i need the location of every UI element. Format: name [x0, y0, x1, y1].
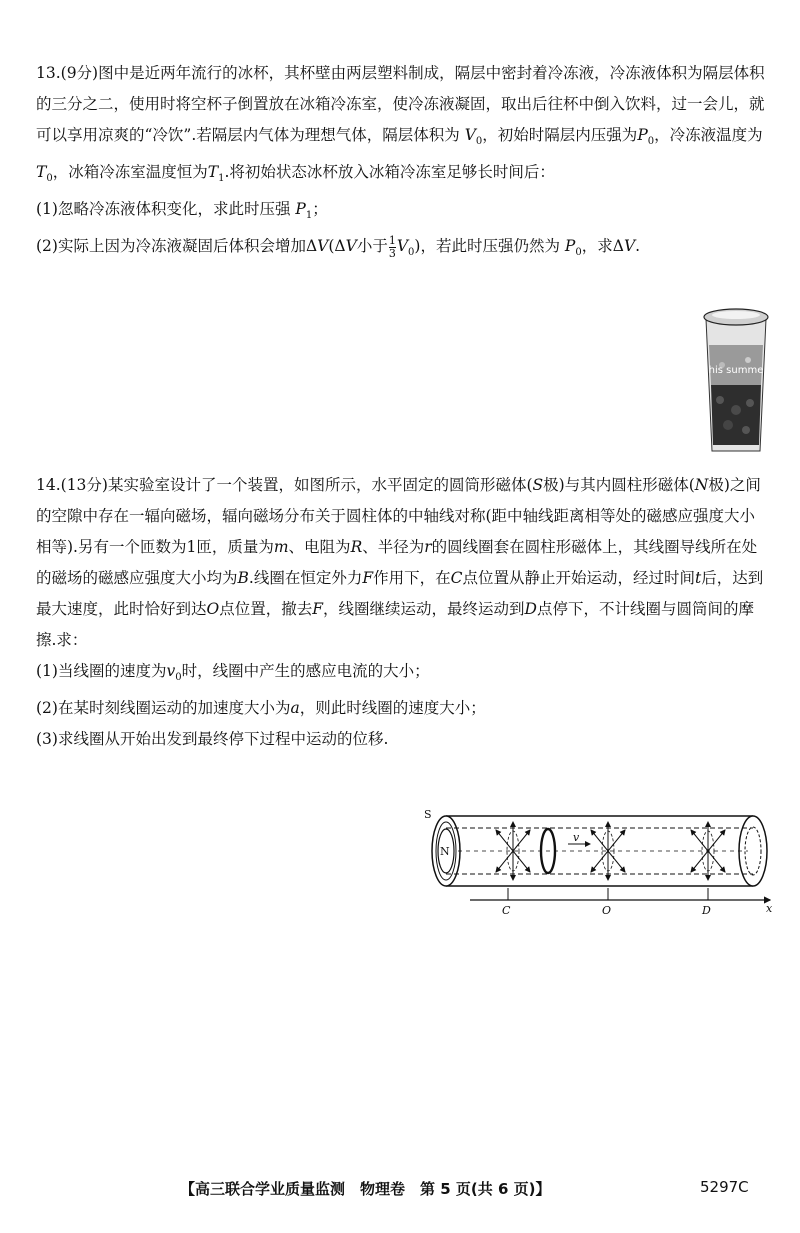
label-n: N [440, 845, 450, 858]
question-13 [36, 58, 766, 268]
label-s: S [424, 808, 432, 821]
label-x: x [766, 902, 773, 915]
question-14 [36, 470, 766, 755]
q14-part2: (2)在某时刻线圈运动的加速度大小为a，则此时线圈的速度大小； [36, 699, 486, 718]
page-footer: 【高三联合学业质量监测 物理卷 第 5 页(共 6 页)】 [180, 1180, 551, 1198]
q13-stem: 13.(9分)图中是近两年流行的冰杯，其杯壁由两层塑料制成，隔层中密封着冷冻液，冷冻液体积为隔层体积的三分之二，使用时将空杯子倒置放在冰箱冷冻室，使冷冻液凝固，取出后往杯中倒入饮料，过一会儿，就可以享用凉爽的“冷饮”.若隔层内气体为理想气体，隔层体积为 $V_0$，初始时隔层内压强为$P_0$，冷冻液温度为$T_0$，冰箱冷冻室温度恒为$T_1$.将初始状态冰杯放入冰箱冷冻室足够长时间后： [36, 64, 765, 185]
label-o: O [602, 904, 612, 917]
label-v: v [573, 831, 580, 844]
ice-cup-photo [700, 305, 772, 455]
q14-stem: 14.(13分)某实验室设计了一个装置，如图所示，水平固定的圆筒形磁体(S极)与其内圆柱形磁体(N极)之间的空隙中存在一辐向磁场，辐向磁场分布关于圆柱体的中轴线对称(距中轴线距离相等处的磁感应强度大小相等).另有一个匝数为1匝，质量为m、电阻为R、半径为r的圆线圈套在圆柱形磁体上，其线圈导线所在处的磁场的磁感应强度大小均为B.线圈在恒定外力F作用下，在C点位置从静止开始运动，经过时间t后，达到最大速度，此时恰好到达O点位置，撤去F，线圈继续运动，最终运动到D点停下，不计线圈与圆筒间的摩擦.求： [36, 476, 764, 649]
label-c: C [502, 904, 511, 917]
label-d: D [702, 904, 711, 917]
q13-part1: (1)忽略冷冻液体积变化，求此时压强 $P_1$； [36, 200, 328, 222]
q14-part1: (1)当线圈的速度为$v_0$时，线圈中产生的感应电流的大小； [36, 662, 430, 684]
paper-code: 5297C [700, 1178, 749, 1196]
q13-part2: (2)实际上因为冷冻液凝固后体积会增加ΔV(ΔV小于 $\frac{1}{3}$ $V_0$)，若此时压强仍然为 $P_0$，求ΔV. [36, 233, 641, 260]
cup-print-text: his summe [708, 365, 764, 376]
magnet-tube-diagram [418, 808, 778, 918]
fraction-one-third: $\frac{1}{3}$ [388, 233, 396, 260]
q14-part3: (3)求线圈从开始出发到最终停下过程中运动的位移. [36, 730, 389, 749]
